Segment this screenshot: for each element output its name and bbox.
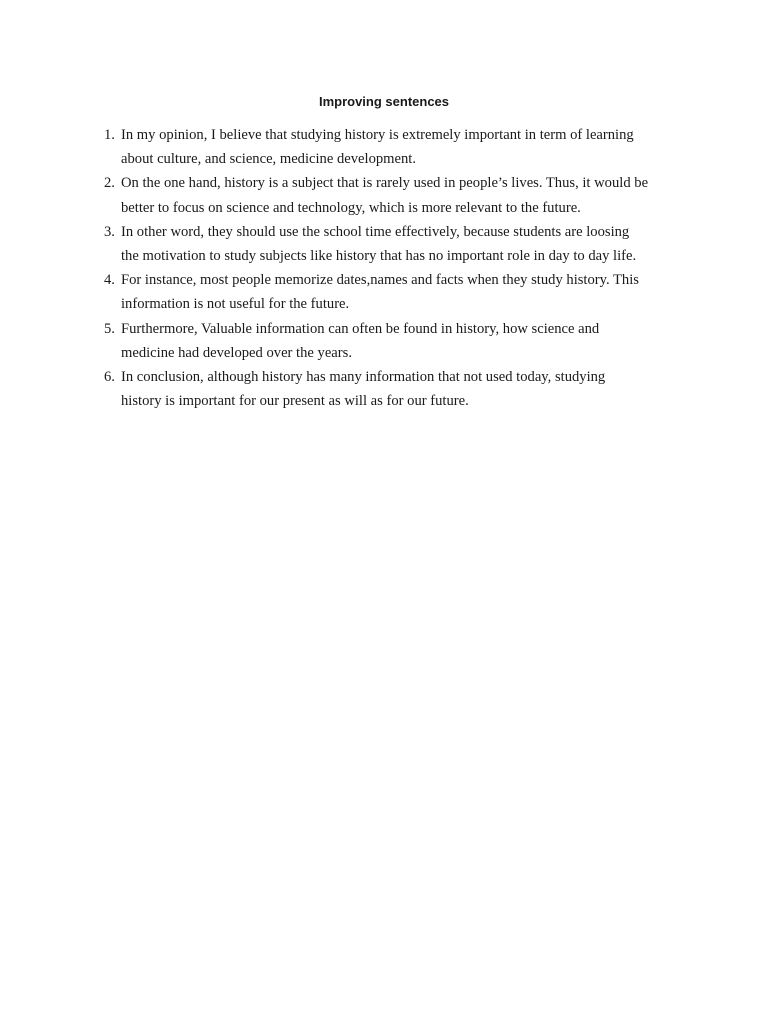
list-item-number: 1. bbox=[104, 127, 115, 143]
list-item bbox=[104, 317, 649, 365]
list-item bbox=[104, 220, 649, 268]
list-item-number: 6. bbox=[104, 369, 115, 386]
document-title: Improving sentences bbox=[318, 94, 450, 109]
list-item-text: Furthermore, Valuable information can often be found in history, how science and medicine had developed over the years. bbox=[121, 320, 600, 361]
list-item bbox=[104, 171, 649, 219]
list-item bbox=[104, 123, 649, 171]
list-item-number: 4. bbox=[104, 272, 115, 289]
list-item-number: 5. bbox=[104, 320, 115, 337]
list-item-number: 2. bbox=[104, 175, 115, 192]
list-item-text: In other word, they should use the school time effectively, because students are loosing the motivation to study subjects like history that has no important role in day to day life. bbox=[121, 223, 637, 265]
list-item-text: On the one hand, history is a subject that is rarely used in people’s lives. Thus, it would be better to focus on science and technology, which is more relevant to the future. bbox=[121, 175, 649, 216]
list-item-text: For instance, most people memorize dates,names and facts when they study history. This information is not useful for the future. bbox=[121, 272, 639, 313]
list-item-text: In conclusion, although history has many information that not used today, studying history is important for our present as will as for our future. bbox=[121, 369, 606, 410]
list-item-number: 3. bbox=[104, 223, 115, 240]
sentence-list bbox=[104, 123, 649, 413]
list-item-text: In my opinion, I believe that studying history is extremely important in term of learning about culture, and science, medicine development. bbox=[121, 127, 634, 168]
list-item bbox=[104, 365, 649, 413]
list-item bbox=[104, 268, 649, 316]
